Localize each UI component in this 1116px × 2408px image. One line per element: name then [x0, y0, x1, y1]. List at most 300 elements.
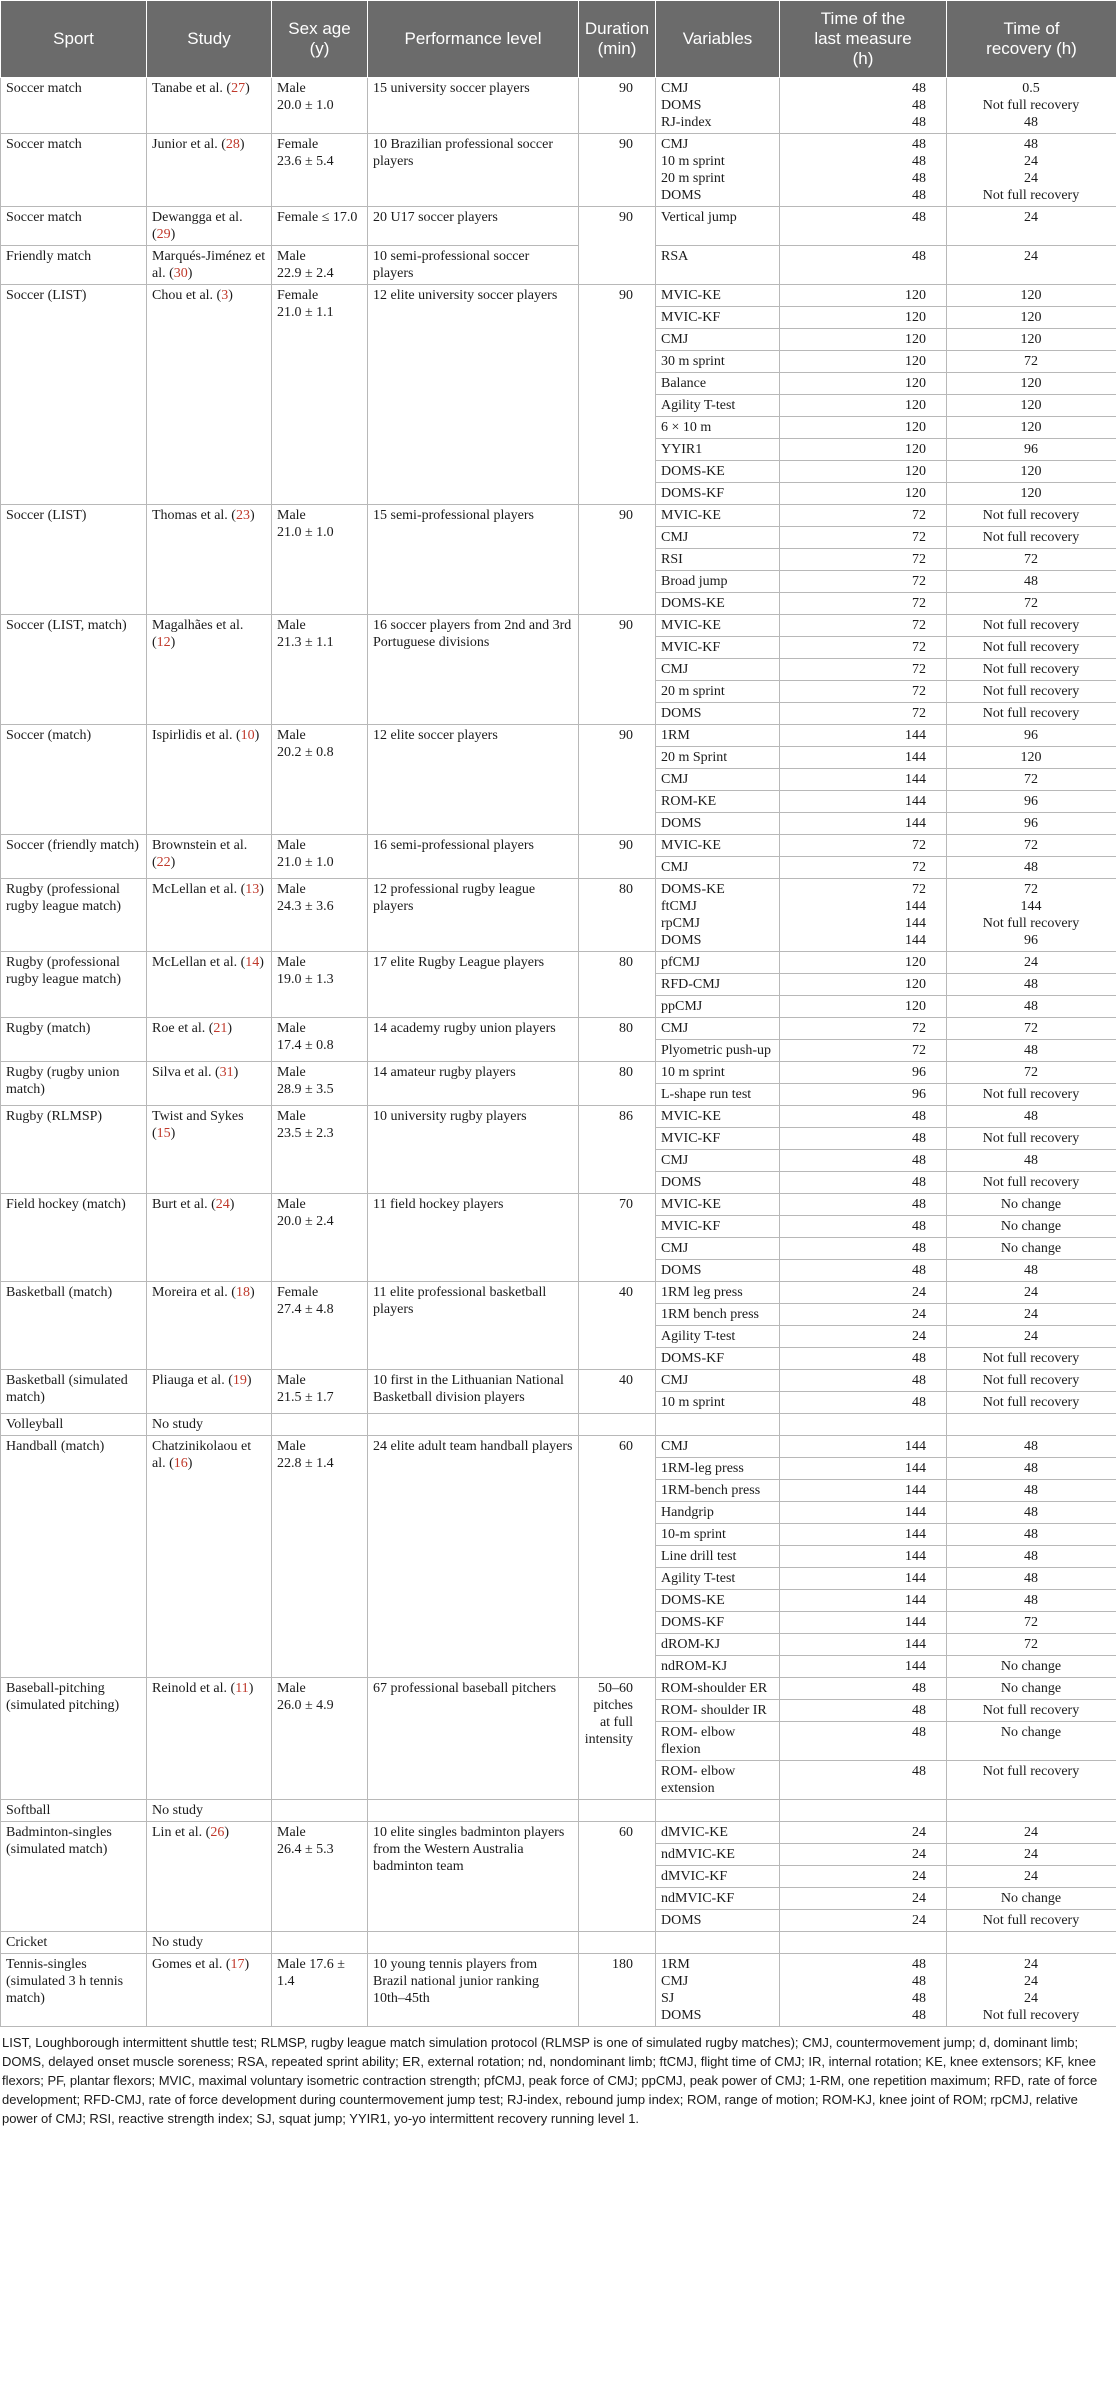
cell-sport: Tennis-singles (simulated 3 h tennis match) [1, 1954, 147, 2027]
cell-study: Marqués-Jiménez et al. (30) [147, 246, 272, 285]
col-header-sport: Sport [1, 1, 147, 78]
study-author: Moreira et al. ( [152, 1285, 236, 1300]
cell-last-measure: 120 [780, 996, 947, 1018]
table-row [1, 505, 1116, 527]
cell-performance-level: 24 elite adult team handball players [368, 1436, 579, 1678]
cell-variable-line: ftCMJ [661, 899, 697, 914]
cell-duration: 90 [579, 285, 656, 505]
table-row [1, 952, 1116, 974]
cell-last-measure: 144 [780, 1480, 947, 1502]
cell-variable: RFD-CMJ [656, 974, 780, 996]
cell-variable: ndROM-KJ [656, 1656, 780, 1678]
study-author: Burt et al. ( [152, 1197, 216, 1212]
cell-last-measure: 72 [780, 1018, 947, 1040]
cell-recovery [947, 1932, 1116, 1954]
cell-duration: 80 [579, 1062, 656, 1106]
cell-variable: MVIC-KE [656, 615, 780, 637]
cell-performance-level: 15 semi-professional players [368, 505, 579, 615]
cell-recovery: 120 [947, 285, 1116, 307]
study-reference-link[interactable]: 17 [230, 1957, 245, 1972]
cell-last-measure: 72 [780, 571, 947, 593]
study-author: Lin et al. ( [152, 1825, 211, 1840]
col-header-variables: Variables [656, 1, 780, 78]
cell-duration: 86 [579, 1106, 656, 1194]
cell-variable [656, 1414, 780, 1436]
cell-last-measure: 144 [780, 769, 947, 791]
cell-recovery: 48 [947, 1458, 1116, 1480]
cell-last-measure: 96 [780, 1084, 947, 1106]
cell-recovery-line: 144 [1020, 899, 1042, 914]
study-reference-link[interactable]: 13 [245, 882, 260, 897]
col-header-recovery: Time of recovery (h) [947, 1, 1116, 78]
cell-recovery-line: 24 [1024, 171, 1038, 186]
cell-sex-age: Male 21.0 ± 1.0 [272, 505, 368, 615]
cell-variable: MVIC-KE [656, 285, 780, 307]
cell-recovery: 96 [947, 725, 1116, 747]
table-row [1, 1678, 1116, 1700]
cell-last-measure: 72 [780, 615, 947, 637]
cell-recovery: 48 [947, 1480, 1116, 1502]
cell-last-measure: 48 [780, 1700, 947, 1722]
cell-last-measure-line: 48 [912, 1991, 926, 2006]
cell-variable: CMJ [656, 1238, 780, 1260]
cell-last-measure: 120 [780, 439, 947, 461]
cell-recovery: 24 [947, 1844, 1116, 1866]
cell-variable-line: CMJ [661, 81, 689, 96]
cell-last-measure: 72 [780, 527, 947, 549]
cell-last-measure [780, 1414, 947, 1436]
cell-variable: DOMS-KE [656, 593, 780, 615]
cell-duration: 180 [579, 1954, 656, 2027]
cell-recovery: Not full recovery [947, 1700, 1116, 1722]
cell-recovery: Not full recovery [947, 527, 1116, 549]
cell-recovery: 72 [947, 1062, 1116, 1084]
cell-duration [579, 1414, 656, 1436]
cell-sex-age: Male 21.0 ± 1.0 [272, 835, 368, 879]
study-reference-link[interactable]: 29 [156, 227, 171, 242]
cell-variable: MVIC-KE [656, 835, 780, 857]
cell-duration: 40 [579, 1282, 656, 1370]
cell-study: Burt et al. (24) [147, 1194, 272, 1282]
cell-last-measure: 120 [780, 461, 947, 483]
cell-variable: ROM-shoulder ER [656, 1678, 780, 1700]
cell-last-measure: 120 [780, 307, 947, 329]
study-author: No study [152, 1417, 203, 1432]
cell-sex-age: Male 20.0 ± 2.4 [272, 1194, 368, 1282]
cell-recovery: Not full recovery [947, 637, 1116, 659]
cell-last-measure: 120 [780, 417, 947, 439]
cell-variable: MVIC-KF [656, 1216, 780, 1238]
table-row [1, 835, 1116, 857]
cell-recovery: 48 [947, 571, 1116, 593]
cell-recovery-line: 24 [1024, 1957, 1038, 1972]
cell-sport: Rugby (professional rugby league match) [1, 952, 147, 1018]
study-author: Gomes et al. ( [152, 1957, 231, 1972]
cell-recovery: Not full recovery [947, 1128, 1116, 1150]
table-row [1, 78, 1116, 134]
cell-recovery: No change [947, 1888, 1116, 1910]
cell-last-measure [780, 78, 947, 134]
cell-last-measure: 72 [780, 681, 947, 703]
cell-variable [656, 1932, 780, 1954]
cell-last-measure: 72 [780, 857, 947, 879]
cell-performance-level: 12 elite university soccer players [368, 285, 579, 505]
study-author: Marqués-Jiménez et al. ( [152, 249, 266, 281]
cell-sport: Softball [1, 1800, 147, 1822]
study-reference-link[interactable]: 22 [156, 855, 171, 870]
study-reference-link[interactable]: 24 [215, 1197, 230, 1212]
cell-performance-level: 17 elite Rugby League players [368, 952, 579, 1018]
cell-variable: ROM- shoulder IR [656, 1700, 780, 1722]
cell-duration [579, 1932, 656, 1954]
cell-last-measure: 24 [780, 1304, 947, 1326]
cell-variable: MVIC-KE [656, 1106, 780, 1128]
cell-variable: DOMS-KE [656, 461, 780, 483]
study-reference-link[interactable]: 26 [210, 1825, 225, 1840]
study-reference-link[interactable]: 19 [232, 1373, 247, 1388]
cell-recovery-line: Not full recovery [982, 2008, 1080, 2023]
cell-study: McLellan et al. (13) [147, 879, 272, 952]
study-reference-link[interactable]: 31 [219, 1065, 234, 1080]
table-row [1, 1282, 1116, 1304]
cell-last-measure: 72 [780, 1040, 947, 1062]
cell-variable: DOMS [656, 1172, 780, 1194]
cell-variable: Agility T-test [656, 1568, 780, 1590]
cell-recovery: Not full recovery [947, 1172, 1116, 1194]
cell-variable: 10 m sprint [656, 1392, 780, 1414]
col-header-sex-age: Sex age (y) [272, 1, 368, 78]
cell-variable: 1RM bench press [656, 1304, 780, 1326]
study-reference-link[interactable]: 30 [173, 266, 188, 281]
cell-last-measure: 144 [780, 1656, 947, 1678]
cell-study: Brownstein et al. (22) [147, 835, 272, 879]
cell-recovery [947, 78, 1116, 134]
cell-variable [656, 1800, 780, 1822]
cell-recovery: 96 [947, 813, 1116, 835]
study-reference-link[interactable]: 11 [235, 1681, 249, 1696]
study-author: Brownstein et al. ( [152, 838, 248, 870]
cell-duration: 80 [579, 952, 656, 1018]
study-author: McLellan et al. ( [152, 882, 246, 897]
cell-variable: ROM- elbow extension [656, 1761, 780, 1800]
cell-variable: MVIC-KF [656, 307, 780, 329]
cell-variable: pfCMJ [656, 952, 780, 974]
col-header-duration: Duration (min) [579, 1, 656, 78]
cell-variable: CMJ [656, 857, 780, 879]
cell-last-measure: 48 [780, 246, 947, 285]
cell-duration: 60 [579, 1822, 656, 1932]
cell-variable: MVIC-KE [656, 505, 780, 527]
cell-last-measure-line: 48 [912, 98, 926, 113]
cell-variable: ROM- elbow flexion [656, 1722, 780, 1761]
cell-variable: CMJ [656, 659, 780, 681]
study-reference-link[interactable]: 16 [173, 1456, 188, 1471]
cell-sex-age [272, 1800, 368, 1822]
cell-recovery: 48 [947, 1150, 1116, 1172]
cell-last-measure: 48 [780, 1678, 947, 1700]
cell-variable: 10 m sprint [656, 1062, 780, 1084]
cell-recovery: 120 [947, 373, 1116, 395]
cell-sex-age: Male 21.3 ± 1.1 [272, 615, 368, 725]
cell-last-measure: 120 [780, 351, 947, 373]
cell-last-measure: 120 [780, 974, 947, 996]
cell-last-measure: 144 [780, 725, 947, 747]
cell-recovery: 72 [947, 835, 1116, 857]
cell-last-measure: 144 [780, 747, 947, 769]
study-reference-link[interactable]: 15 [156, 1126, 171, 1141]
cell-recovery: 120 [947, 461, 1116, 483]
cell-recovery-line: Not full recovery [982, 188, 1080, 203]
cell-variable-line: 20 m sprint [661, 171, 725, 186]
cell-last-measure: 144 [780, 1502, 947, 1524]
study-author: Chatzinikolaou et al. ( [152, 1439, 252, 1471]
cell-last-measure: 72 [780, 505, 947, 527]
study-reference-link[interactable]: 28 [225, 137, 240, 152]
cell-last-measure-line: 48 [912, 1957, 926, 1972]
cell-study: Tanabe et al. (27) [147, 78, 272, 134]
cell-variable: Handgrip [656, 1502, 780, 1524]
cell-recovery: Not full recovery [947, 505, 1116, 527]
cell-study: Gomes et al. (17) [147, 1954, 272, 2027]
cell-recovery: 24 [947, 1326, 1116, 1348]
cell-sex-age [272, 1414, 368, 1436]
study-reference-link[interactable]: 14 [245, 955, 260, 970]
cell-study: Lin et al. (26) [147, 1822, 272, 1932]
cell-variable: Agility T-test [656, 1326, 780, 1348]
cell-duration: 90 [579, 725, 656, 835]
cell-last-measure: 72 [780, 637, 947, 659]
cell-variable: YYIR1 [656, 439, 780, 461]
cell-recovery-line: Not full recovery [982, 916, 1080, 931]
cell-variable: Broad jump [656, 571, 780, 593]
cell-last-measure-line: 48 [912, 81, 926, 96]
study-author: Tanabe et al. ( [152, 81, 232, 96]
cell-last-measure: 144 [780, 813, 947, 835]
cell-recovery: 48 [947, 1546, 1116, 1568]
cell-variable: DOMS-KF [656, 1612, 780, 1634]
cell-study: McLellan et al. (14) [147, 952, 272, 1018]
cell-recovery: 24 [947, 1304, 1116, 1326]
study-reference-link[interactable]: 21 [213, 1021, 228, 1036]
cell-study: Dewangga et al. (29) [147, 207, 272, 246]
cell-recovery: 96 [947, 791, 1116, 813]
cell-last-measure: 144 [780, 1458, 947, 1480]
cell-last-measure: 24 [780, 1866, 947, 1888]
cell-duration: 90 [579, 615, 656, 725]
cell-last-measure: 48 [780, 1238, 947, 1260]
cell-sex-age [272, 1932, 368, 1954]
table-row [1, 1062, 1116, 1084]
cell-variable: 30 m sprint [656, 351, 780, 373]
cell-last-measure: 48 [780, 1260, 947, 1282]
cell-last-measure: 144 [780, 1568, 947, 1590]
cell-variable: Vertical jump [656, 207, 780, 246]
cell-recovery: 120 [947, 483, 1116, 505]
cell-recovery: Not full recovery [947, 1370, 1116, 1392]
cell-study: Moreira et al. (18) [147, 1282, 272, 1370]
cell-variable: dROM-KJ [656, 1634, 780, 1656]
cell-last-measure-line: 144 [905, 933, 926, 948]
cell-performance-level: 16 semi-professional players [368, 835, 579, 879]
cell-recovery: 24 [947, 207, 1116, 246]
cell-variable: DOMS-KF [656, 1348, 780, 1370]
cell-recovery: 48 [947, 1106, 1116, 1128]
table-row [1, 1106, 1116, 1128]
cell-last-measure: 144 [780, 1612, 947, 1634]
col-header-study: Study [147, 1, 272, 78]
cell-recovery: 24 [947, 246, 1116, 285]
cell-recovery: 72 [947, 769, 1116, 791]
cell-performance-level: 12 elite soccer players [368, 725, 579, 835]
cell-variable: RSI [656, 549, 780, 571]
study-author: Ispirlidis et al. ( [152, 728, 241, 743]
study-reference-link[interactable]: 12 [156, 635, 171, 650]
cell-variable-line: RJ-index [661, 115, 712, 130]
cell-recovery: Not full recovery [947, 1761, 1116, 1800]
cell-recovery: Not full recovery [947, 659, 1116, 681]
cell-variable-line: CMJ [661, 1974, 689, 1989]
cell-recovery: 120 [947, 747, 1116, 769]
study-author: No study [152, 1935, 203, 1950]
cell-recovery: 120 [947, 395, 1116, 417]
cell-last-measure-line: 48 [912, 188, 926, 203]
cell-sport: Soccer match [1, 78, 147, 134]
cell-sport: Cricket [1, 1932, 147, 1954]
cell-recovery: Not full recovery [947, 681, 1116, 703]
cell-sex-age: Male 22.8 ± 1.4 [272, 1436, 368, 1678]
cell-variable: DOMS-KE [656, 1590, 780, 1612]
cell-recovery: 48 [947, 996, 1116, 1018]
cell-variable: 1RM-leg press [656, 1458, 780, 1480]
cell-variable: 20 m Sprint [656, 747, 780, 769]
cell-last-measure: 24 [780, 1910, 947, 1932]
cell-recovery [947, 1800, 1116, 1822]
cell-study: Chatzinikolaou et al. (16) [147, 1436, 272, 1678]
cell-study: Thomas et al. (23) [147, 505, 272, 615]
cell-last-measure: 144 [780, 1634, 947, 1656]
cell-recovery: 48 [947, 1568, 1116, 1590]
cell-sport: Soccer (LIST, match) [1, 615, 147, 725]
table-row [1, 246, 1116, 285]
study-author: McLellan et al. ( [152, 955, 246, 970]
cell-sex-age: Male 17.6 ± 1.4 [272, 1954, 368, 2027]
cell-performance-level: 10 young tennis players from Brazil national junior ranking 10th–45th [368, 1954, 579, 2027]
study-author: Pliauga et al. ( [152, 1373, 233, 1388]
cell-performance-level: 67 professional baseball pitchers [368, 1678, 579, 1800]
cell-duration: 90 [579, 505, 656, 615]
cell-duration: 90 [579, 134, 656, 207]
cell-recovery [947, 1954, 1116, 2027]
cell-sex-age: Male 23.5 ± 2.3 [272, 1106, 368, 1194]
cell-recovery: 48 [947, 1590, 1116, 1612]
cell-last-measure: 144 [780, 1524, 947, 1546]
cell-last-measure: 48 [780, 1150, 947, 1172]
cell-duration: 40 [579, 1370, 656, 1414]
cell-recovery: 48 [947, 974, 1116, 996]
cell-variable: ndMVIC-KF [656, 1888, 780, 1910]
cell-last-measure: 48 [780, 207, 947, 246]
cell-last-measure-line: 48 [912, 137, 926, 152]
cell-last-measure: 48 [780, 1722, 947, 1761]
cell-variable-line: 1RM [661, 1957, 690, 1972]
cell-variable-line: rpCMJ [661, 916, 700, 931]
study-reference-link[interactable]: 10 [240, 728, 255, 743]
cell-recovery [947, 134, 1116, 207]
cell-recovery: Not full recovery [947, 615, 1116, 637]
cell-last-measure: 72 [780, 593, 947, 615]
cell-sex-age: Male 24.3 ± 3.6 [272, 879, 368, 952]
cell-recovery: Not full recovery [947, 1348, 1116, 1370]
col-header-last-measure: Time of the last measure (h) [780, 1, 947, 78]
cell-sex-age: Male 17.4 ± 0.8 [272, 1018, 368, 1062]
cell-variable-line: SJ [661, 1991, 675, 2006]
cell-study: Twist and Sykes (15) [147, 1106, 272, 1194]
table-row [1, 134, 1116, 207]
cell-variable [656, 134, 780, 207]
cell-recovery: Not full recovery [947, 703, 1116, 725]
cell-variable: Agility T-test [656, 395, 780, 417]
cell-recovery-line: Not full recovery [982, 98, 1080, 113]
table-row [1, 615, 1116, 637]
cell-variable: 6 × 10 m [656, 417, 780, 439]
table-row [1, 1932, 1116, 1954]
cell-recovery-line: 24 [1024, 1991, 1038, 2006]
cell-last-measure-line: 48 [912, 154, 926, 169]
cell-sport: Soccer match [1, 134, 147, 207]
cell-performance-level: 11 field hockey players [368, 1194, 579, 1282]
study-reference-link[interactable]: 27 [231, 81, 246, 96]
cell-recovery: 48 [947, 857, 1116, 879]
cell-last-measure: 24 [780, 1326, 947, 1348]
cell-variable: RSA [656, 246, 780, 285]
cell-last-measure: 24 [780, 1822, 947, 1844]
cell-last-measure: 120 [780, 329, 947, 351]
cell-variable: 1RM-bench press [656, 1480, 780, 1502]
cell-performance-level: 15 university soccer players [368, 78, 579, 134]
study-reference-link[interactable]: 23 [235, 508, 250, 523]
study-reference-link[interactable]: 18 [235, 1285, 250, 1300]
cell-last-measure-line: 144 [905, 916, 926, 931]
cell-variable: MVIC-KE [656, 1194, 780, 1216]
study-reference-link[interactable]: 3 [221, 288, 229, 303]
cell-last-measure: 96 [780, 1062, 947, 1084]
cell-duration: 50–60 pitches at full intensity [579, 1678, 656, 1800]
cell-last-measure: 48 [780, 1106, 947, 1128]
cell-performance-level: 10 semi-professional soccer players [368, 246, 579, 285]
cell-recovery: 24 [947, 1282, 1116, 1304]
cell-sport: Handball (match) [1, 1436, 147, 1678]
cell-recovery: 48 [947, 1040, 1116, 1062]
cell-variable-line: DOMS [661, 188, 702, 203]
cell-last-measure [780, 1954, 947, 2027]
cell-recovery-line: 24 [1024, 154, 1038, 169]
cell-performance-level: 14 academy rugby union players [368, 1018, 579, 1062]
table-row [1, 1436, 1116, 1458]
cell-performance-level: 11 elite professional basketball players [368, 1282, 579, 1370]
cell-recovery: No change [947, 1194, 1116, 1216]
cell-variable-line: DOMS [661, 98, 702, 113]
cell-duration: 70 [579, 1194, 656, 1282]
header-row [1, 1, 1116, 78]
cell-recovery: 24 [947, 1866, 1116, 1888]
cell-last-measure-line: 48 [912, 2008, 926, 2023]
table-row [1, 879, 1116, 952]
cell-recovery: 120 [947, 329, 1116, 351]
cell-variable: DOMS [656, 703, 780, 725]
cell-sport: Volleyball [1, 1414, 147, 1436]
cell-variable: MVIC-KF [656, 637, 780, 659]
cell-sport: Soccer (match) [1, 725, 147, 835]
